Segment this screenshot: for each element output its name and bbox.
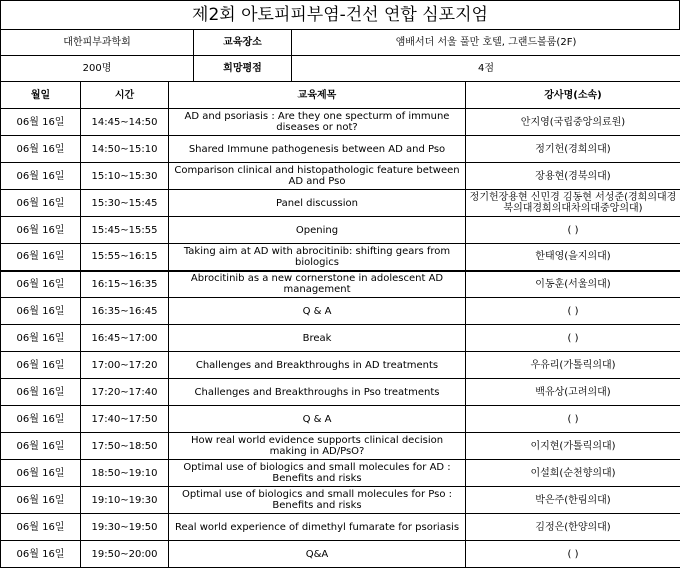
topic-cell: Q & A <box>169 298 466 325</box>
date-cell: 06월 16일 <box>1 379 81 406</box>
topic-cell: Challenges and Breakthroughs in Pso treatments <box>169 379 466 406</box>
schedule-row <box>1 109 680 136</box>
date-cell: 06월 16일 <box>1 190 81 217</box>
time-cell: 16:15~16:35 <box>81 271 169 298</box>
speaker-cell: ( ) <box>466 325 680 352</box>
time-cell: 17:00~17:20 <box>81 352 169 379</box>
speaker-cell: 장용현(경북의대) <box>466 163 680 190</box>
schedule-row <box>1 460 680 487</box>
time-cell: 15:55~16:15 <box>81 244 169 271</box>
schedule-row <box>1 406 680 433</box>
topic-cell: Comparison clinical and histopathologic feature between AD and Pso <box>169 163 466 190</box>
venue-label: 교육장소 <box>194 30 292 56</box>
speaker-cell: 우유리(가톨릭의대) <box>466 352 680 379</box>
topic-cell: Q&A <box>169 541 466 568</box>
date-cell: 06월 16일 <box>1 487 81 514</box>
speaker-cell: ( ) <box>466 406 680 433</box>
speaker-cell: ( ) <box>466 541 680 568</box>
time-cell: 18:50~19:10 <box>81 460 169 487</box>
time-cell: 15:10~15:30 <box>81 163 169 190</box>
header-speaker: 강사명(소속) <box>466 82 680 109</box>
info-table <box>0 29 680 82</box>
schedule-row <box>1 379 680 406</box>
topic-cell: Real world experience of dimethyl fumarate for psoriasis <box>169 514 466 541</box>
header-date: 월일 <box>1 82 81 109</box>
speaker-cell: 이지현(가톨릭의대) <box>466 433 680 460</box>
date-cell: 06월 16일 <box>1 271 81 298</box>
speaker-cell: 정기헌장용현 신민경 김동현 서성준(경희의대경북의대경희의대차의대중앙의대) <box>466 190 680 217</box>
schedule-row <box>1 271 680 298</box>
time-cell: 17:40~17:50 <box>81 406 169 433</box>
schedule-row <box>1 163 680 190</box>
topic-cell: Taking aim at AD with abrocitinib: shifting gears from biologics <box>169 244 466 271</box>
header-topic: 교육제목 <box>169 82 466 109</box>
time-cell: 19:50~20:00 <box>81 541 169 568</box>
schedule-header-row <box>1 82 680 109</box>
schedule-row <box>1 487 680 514</box>
time-cell: 16:35~16:45 <box>81 298 169 325</box>
time-cell: 15:30~15:45 <box>81 190 169 217</box>
header-time: 시간 <box>81 82 169 109</box>
speaker-cell: 한태영(을지의대) <box>466 244 680 271</box>
date-cell: 06월 16일 <box>1 433 81 460</box>
date-cell: 06월 16일 <box>1 352 81 379</box>
document-title: 제2회 아토피피부염-건선 연합 심포지엄 <box>0 0 680 30</box>
speaker-cell: ( ) <box>466 298 680 325</box>
topic-cell: AD and psoriasis : Are they one specturm of immune diseases or not? <box>169 109 466 136</box>
credit-label: 희망평점 <box>194 56 292 82</box>
speaker-cell: 이설희(순천향의대) <box>466 460 680 487</box>
topic-cell: Abrocitinib as a new cornerstone in adolescent AD management <box>169 271 466 298</box>
speaker-cell: 김정은(한양의대) <box>466 514 680 541</box>
date-cell: 06월 16일 <box>1 460 81 487</box>
date-cell: 06월 16일 <box>1 541 81 568</box>
topic-cell: Opening <box>169 217 466 244</box>
schedule-row <box>1 298 680 325</box>
info-row-credit <box>1 56 680 82</box>
topic-cell: Optimal use of biologics and small molecules for AD : Benefits and risks <box>169 460 466 487</box>
venue-value: 앰배서더 서울 풀만 호텔, 그랜드볼룸(2F) <box>292 30 680 56</box>
date-cell: 06월 16일 <box>1 298 81 325</box>
speaker-cell: 이동훈(서울의대) <box>466 271 680 298</box>
topic-cell: Break <box>169 325 466 352</box>
topic-cell: Q & A <box>169 406 466 433</box>
date-cell: 06월 16일 <box>1 163 81 190</box>
time-cell: 19:30~19:50 <box>81 514 169 541</box>
date-cell: 06월 16일 <box>1 514 81 541</box>
topic-cell: Optimal use of biologics and small molecules for Pso : Benefits and risks <box>169 487 466 514</box>
schedule-row <box>1 244 680 271</box>
speaker-cell: 정기헌(경희의대) <box>466 136 680 163</box>
time-cell: 15:45~15:55 <box>81 217 169 244</box>
schedule-row <box>1 136 680 163</box>
speaker-cell: 백유상(고려의대) <box>466 379 680 406</box>
time-cell: 14:50~15:10 <box>81 136 169 163</box>
schedule-row <box>1 433 680 460</box>
speaker-cell: 박은주(한림의대) <box>466 487 680 514</box>
date-cell: 06월 16일 <box>1 406 81 433</box>
schedule-row <box>1 541 680 568</box>
topic-cell: Shared Immune pathogenesis between AD and Pso <box>169 136 466 163</box>
topic-cell: How real world evidence supports clinical decision making in AD/PsO? <box>169 433 466 460</box>
credit-value: 4점 <box>292 56 680 82</box>
schedule-row <box>1 217 680 244</box>
info-row-venue <box>1 30 680 56</box>
attendees-cell: 200명 <box>1 56 194 82</box>
time-cell: 17:20~17:40 <box>81 379 169 406</box>
topic-cell: Panel discussion <box>169 190 466 217</box>
date-cell: 06월 16일 <box>1 217 81 244</box>
time-cell: 14:45~14:50 <box>81 109 169 136</box>
schedule-row <box>1 514 680 541</box>
date-cell: 06월 16일 <box>1 244 81 271</box>
date-cell: 06월 16일 <box>1 325 81 352</box>
speaker-cell: 안지영(국립중앙의료원) <box>466 109 680 136</box>
time-cell: 16:45~17:00 <box>81 325 169 352</box>
schedule-body <box>1 82 680 568</box>
time-cell: 17:50~18:50 <box>81 433 169 460</box>
schedule-row <box>1 190 680 217</box>
date-cell: 06월 16일 <box>1 109 81 136</box>
schedule-row <box>1 325 680 352</box>
schedule-row <box>1 352 680 379</box>
organizer-cell: 대한피부과학회 <box>1 30 194 56</box>
time-cell: 19:10~19:30 <box>81 487 169 514</box>
date-cell: 06월 16일 <box>1 136 81 163</box>
schedule-table <box>0 81 680 568</box>
topic-cell: Challenges and Breakthroughs in AD treatments <box>169 352 466 379</box>
speaker-cell: ( ) <box>466 217 680 244</box>
